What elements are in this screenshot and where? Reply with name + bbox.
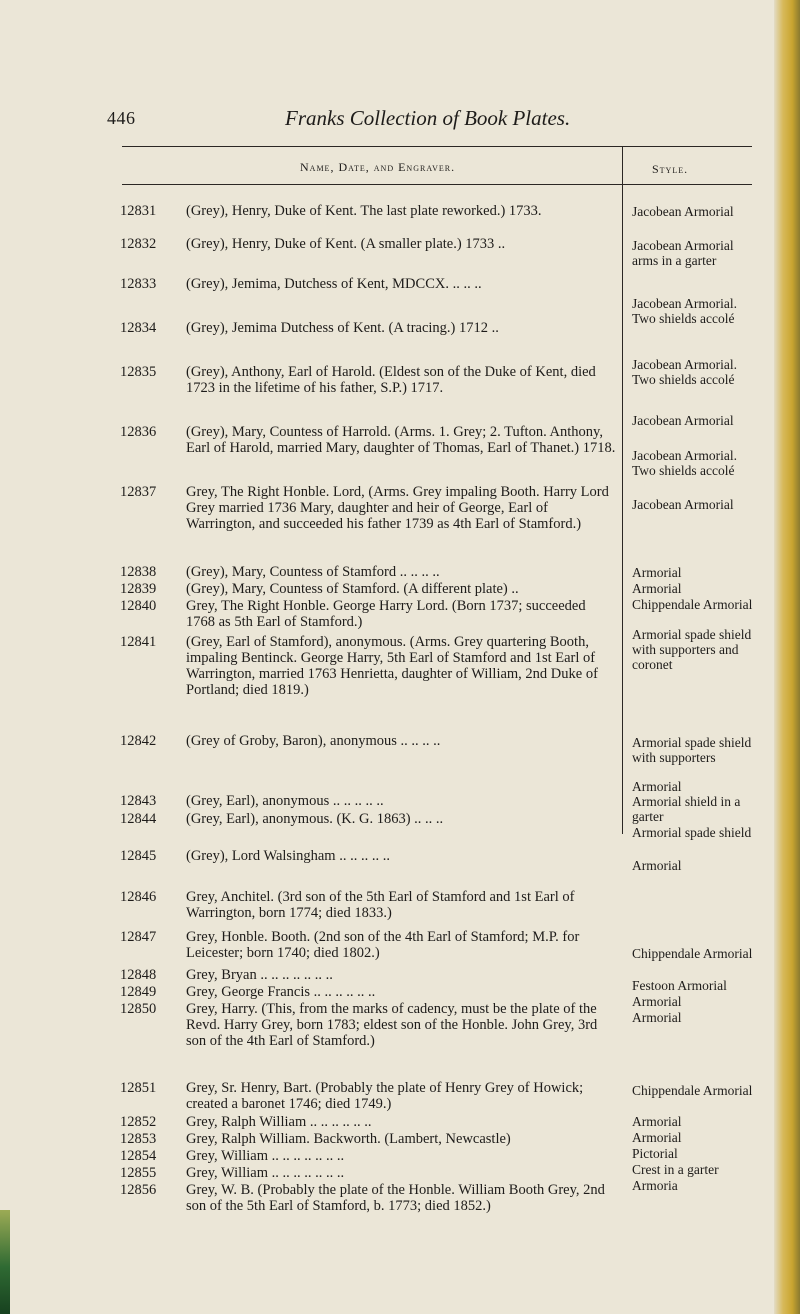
entry-text: Grey, The Right Honble. Lord, (Arms. Grey impaling Booth. Harry Lord Grey married 1736 Mary, daughter and heir of George, Earl of Warrington, and succeeded his father 1739 as 4th Earl of Stamford.) <box>186 484 609 532</box>
entry-number: 12832 <box>120 236 157 252</box>
style-cell: Jacobean Armorial. Two shields accolé <box>632 296 737 326</box>
entry-number: 12836 <box>120 424 157 440</box>
style-cell: Jacobean Armorial <box>632 497 734 512</box>
style-cell: Pictorial <box>632 1146 678 1161</box>
entry-text: (Grey, Earl), anonymous. (K. G. 1863) .. .. .. <box>186 811 444 827</box>
style-cell: Armorial <box>632 994 682 1009</box>
entry-text: Grey, Ralph William .. .. .. .. .. .. <box>186 1114 372 1130</box>
entry-text: Grey, William .. .. .. .. .. .. .. <box>186 1148 345 1164</box>
entry-number: 12848 <box>120 967 157 983</box>
entry-number: 12842 <box>120 733 157 749</box>
entry-number: 12850 <box>120 1001 157 1017</box>
style-cell: Armorial <box>632 858 682 873</box>
style-cell: Armoria <box>632 1178 678 1193</box>
style-cell: Armorial <box>632 1130 682 1145</box>
running-title: Franks Collection of Book Plates. <box>285 106 571 130</box>
entry-number: 12849 <box>120 984 157 1000</box>
entry-text: Grey, Bryan .. .. .. .. .. .. .. <box>186 967 333 983</box>
entry-number: 12837 <box>120 484 157 500</box>
entry-text: (Grey), Jemima Dutchess of Kent. (A tracing.) 1712 .. <box>186 320 499 336</box>
page-edge-right <box>774 0 800 1314</box>
column-header-style: Style. <box>652 162 689 176</box>
entry-number: 12834 <box>120 320 157 336</box>
entry-text: (Grey), Lord Walsingham .. .. .. .. .. <box>186 848 390 864</box>
entry-text: (Grey), Henry, Duke of Kent. The last plate reworked.) 1733. <box>186 203 542 219</box>
style-cell: Armorial spade shield <box>632 825 752 840</box>
style-cell: Armorial <box>632 779 682 794</box>
entry-text: Grey, W. B. (Probably the plate of the Honble. William Booth Grey, 2nd son of the 5th Earl of Stamford, b. 1773; died 1852.) <box>186 1182 605 1214</box>
entry-text: (Grey, Earl of Stamford), anonymous. (Arms. Grey quartering Booth, impaling Bentinck. George Harry, 5th Earl of Stamford and 1st Earl of Warrington, married 1763 Henrietta, daughter of William, 2nd Duke of Portland; died 1819.) <box>186 634 598 698</box>
entry-text: (Grey, Earl), anonymous .. .. .. .. .. <box>186 793 384 809</box>
entry-text: (Grey), Mary, Countess of Stamford. (A different plate) .. <box>186 581 519 597</box>
entry-text: (Grey), Jemima, Dutchess of Kent, MDCCX. .. .. .. <box>186 276 482 292</box>
style-cell: Crest in a garter <box>632 1162 719 1177</box>
entry-number: 12854 <box>120 1148 157 1164</box>
column-divider <box>622 146 623 834</box>
entry-text: (Grey), Mary, Countess of Harrold. (Arms. 1. Grey; 2. Tufton. Anthony, Earl of Harold, married Mary, daughter of Thomas, Earl of Thanet.) 1718. <box>186 424 616 456</box>
style-cell: Jacobean Armorial <box>632 204 734 219</box>
entry-text: Grey, The Right Honble. George Harry Lord. (Born 1737; succeeded 1768 as 5th Earl of Stamford.) <box>186 598 586 630</box>
style-cell: Chippendale Armorial <box>632 597 753 612</box>
entry-text: (Grey of Groby, Baron), anonymous .. .. .. .. <box>186 733 441 749</box>
entry-number: 12839 <box>120 581 157 597</box>
entry-number: 12852 <box>120 1114 157 1130</box>
style-cell: Chippendale Armorial <box>632 1083 753 1098</box>
entry-text: (Grey), Henry, Duke of Kent. (A smaller plate.) 1733 .. <box>186 236 506 252</box>
style-cell: Armorial <box>632 581 682 596</box>
style-cell: Armorial shield in a garter <box>632 794 741 824</box>
entry-number: 12855 <box>120 1165 157 1181</box>
style-cell: Jacobean Armorial. Two shields accolé <box>632 448 737 478</box>
entry-text: (Grey), Mary, Countess of Stamford .. .. .. .. <box>186 564 440 580</box>
page-number: 446 <box>107 108 136 128</box>
page-edge-left <box>0 1210 10 1314</box>
entry-text: Grey, Honble. Booth. (2nd son of the 4th Earl of Stamford; M.P. for Leicester; born 1740; died 1802.) <box>186 929 580 961</box>
entry-number: 12833 <box>120 276 157 292</box>
entry-text: Grey, George Francis .. .. .. .. .. .. <box>186 984 376 1000</box>
entry-number: 12853 <box>120 1131 157 1147</box>
style-cell: Jacobean Armorial arms in a garter <box>632 238 734 268</box>
style-cell: Armorial spade shield with supporters and coronet <box>632 627 752 672</box>
style-cell: Armorial <box>632 565 682 580</box>
entry-text: Grey, Sr. Henry, Bart. (Probably the plate of Henry Grey of Howick; created a baronet 1746; died 1749.) <box>186 1080 584 1112</box>
style-cell: Festoon Armorial <box>632 978 727 993</box>
entry-text: (Grey), Anthony, Earl of Harold. (Eldest son of the Duke of Kent, died 1723 in the lifetime of his father, S.P.) 1717. <box>186 364 596 396</box>
style-cell: Armorial <box>632 1114 682 1129</box>
style-cell: Armorial <box>632 1010 682 1025</box>
column-header-name: Name, Date, and Engraver. <box>300 160 456 174</box>
header-rule <box>122 184 752 185</box>
entry-number: 12838 <box>120 564 157 580</box>
entry-text: Grey, Harry. (This, from the marks of cadency, must be the plate of the Revd. Harry Grey, born 1783; eldest son of the Honble. John Grey, 3rd son of the 4th Earl of Stamford.) <box>186 1001 598 1049</box>
entry-number: 12843 <box>120 793 157 809</box>
top-rule <box>122 146 752 147</box>
entry-number: 12845 <box>120 848 157 864</box>
entry-number: 12846 <box>120 889 157 905</box>
entry-text: Grey, Ralph William. Backworth. (Lambert, Newcastle) <box>186 1131 511 1147</box>
style-cell: Jacobean Armorial. Two shields accolé <box>632 357 737 387</box>
entry-number: 12847 <box>120 929 157 945</box>
entry-number: 12841 <box>120 634 157 650</box>
entry-number: 12840 <box>120 598 157 614</box>
style-cell: Chippendale Armorial <box>632 946 753 961</box>
entry-number: 12851 <box>120 1080 157 1096</box>
style-cell: Jacobean Armorial <box>632 413 734 428</box>
entry-number: 12835 <box>120 364 157 380</box>
entry-text: Grey, William .. .. .. .. .. .. .. <box>186 1165 345 1181</box>
entry-number: 12844 <box>120 811 157 827</box>
style-cell: Armorial spade shield with supporters <box>632 735 752 765</box>
entry-text: Grey, Anchitel. (3rd son of the 5th Earl of Stamford and 1st Earl of Warrington, born 1774; died 1833.) <box>186 889 575 921</box>
entry-number: 12831 <box>120 203 157 219</box>
entry-number: 12856 <box>120 1182 157 1198</box>
